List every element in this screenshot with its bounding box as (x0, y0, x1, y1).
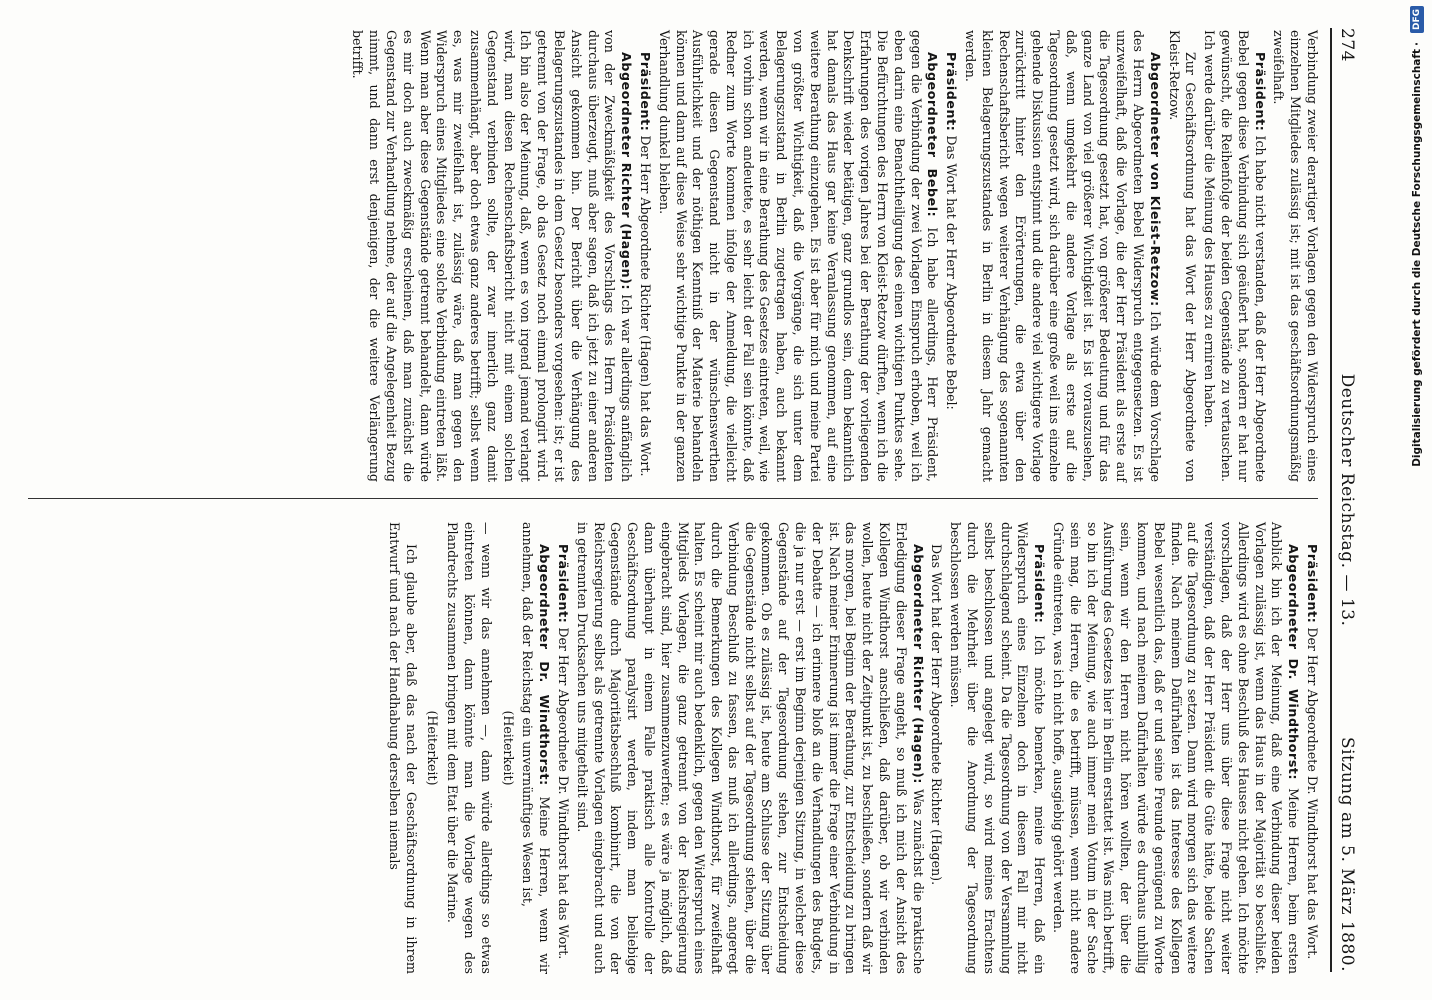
paragraph (946, 522, 1047, 974)
credit-separator: · (1411, 42, 1423, 47)
paragraph-text: Ich möchte bemerken, meine Herren, daß ein Widerspruch eines Einzelnen doch in diesem Fall mir nicht durchschlagend scheint. Da die Tagesordnung von der Versammlung selbst beschlossen und angelegt wird, so wird meines Erachtens durch die Mehrheit über die Anordnung der Tagesordnung beschlossen werden müssen. (948, 522, 1048, 974)
paragraph-text: — wenn wir das annehmen —, dann würde allerdings so etwas eintreten können, dann könnte man die Vorlage wegen des Plandrechts zusammen bringen mit dem Etat über die Marine. (445, 522, 494, 974)
paragraph (1303, 522, 1320, 974)
paragraph (942, 30, 959, 482)
speaker-name: Abgeordneter Richter (Hagen): (619, 52, 635, 291)
paragraph-text: Der Herr Abgeordnete Dr. Windthorst hat das Wort. (555, 627, 571, 960)
paragraph-text: Der Herr Abgeordnete Richter (Hagen) hat das Wort. (637, 135, 653, 477)
paragraph (655, 30, 941, 482)
speaker-name: Präsident: (637, 52, 653, 132)
paragraph (519, 522, 553, 974)
paragraph-text: Zur Geschäftsordnung hat das Wort der Herr Abgeordnete von Kleist-Retzow. (1166, 30, 1199, 482)
paragraph (1165, 30, 1199, 482)
page-number: 274 (1337, 28, 1357, 62)
paragraph-text: Meine Herren, wenn wir annehmen, daß der Reichstag ein unvernünftiges Wesen ist, (520, 522, 553, 974)
speaker-name: Präsident: (1252, 52, 1268, 132)
paragraph-text: Ich war allerdings anfänglich von der Zweckmäßigkeit des Vorschlags des Herrn Präsidenten durchaus überzeugt, muß aber sagen, daß ich jetzt zu einer anderen Ansicht gekommen bin. Der Bericht über die Verhängung des Belagerungszustandes in dem Gesetz besonders vorgesehen: ist; er ist getrennt von der Frage, ob das Gesetz noch einmal prolongirt wird. Ich bin also der Meinung, daß, wenn es von irgend jemand verlangt wird, man diesen Rechenschaftsbericht nicht mit einem solchen Gegenstand verbinden sollte, der zwar innerlich ganz damit zusammenhängt, aber doch etwas ganz anderes betrifft; selbst wenn es, was mir zweifelhaft ist, zulässig wäre, daß man gegen den Widerspruch eines Mitgliedes eine solche Verbindung eintreten läßt. Wenn man aber diese Gegenstände getrennt behandelt, dann würde es mir doch auch zweckmäßig erscheinen, daß man zunächst die Gegenstand zur Verhandlung nehme, der auf die Angelegenheit Bezug nimmt, und dann erst denjenigen, der die weitere Verlängerung betrifft. (350, 30, 635, 482)
speaker-name: Abgeordneter Richter (Hagen): (910, 544, 926, 785)
paragraph-text: Das Wort hat der Herr Abgeordnete Richter (Hagen). (929, 544, 945, 886)
credit-label: Digitalisierung gefördert durch die Deutsche Forschungsgemeinschaft (1411, 49, 1423, 467)
speaker-name: Präsident: (1032, 544, 1048, 624)
paragraph (1200, 30, 1267, 482)
paragraph (1049, 522, 1301, 974)
digitization-credit (1406, 6, 1428, 994)
paragraph-text: (Heiterkeit) (425, 710, 441, 786)
paragraph (385, 522, 419, 974)
running-head (1330, 28, 1364, 972)
session-date: Sitzung am 5. März 1880. (1337, 736, 1357, 972)
speaker-name: Präsident: (1305, 544, 1320, 624)
paragraph (424, 522, 441, 974)
paragraph (961, 30, 1163, 482)
paragraph-text: Was zunächst die praktische Erledigung dieser Frage angeht, so muß ich mich der Ansicht des Kollegen Windthorst anschließen, daß darüber, ob wir verbinden wollen, heute nicht der Zeitpunkt ist, zu beschließen, sondern daß wir das morgen, bei Beginn der Berathung, zur Entscheidung zu bringen ist. Nach meiner Erinnerung ist immer die Frage einer Verbindung in der Debatte — ich erinnere bloß an die Verhandlungen des Budgets, die ja nur erst — erst im Beginn derjenigen Sitzung, in welcher diese Gegenstände auf der Tagesordnung stehen, zur Entscheidung gekommen. Ob es zulässig ist, heute am Schlusse der Sitzung über die Gegenstände nicht selbst auf der Tagesordnung stehen, über die Verbindung Beschluß zu fassen, das muß ich allerdings, angeregt durch die Bemerkungen des Kollegen Windthorst, für zweifelhaft halten. Es scheint mir auch bedenklich, gegen den Widerspruch eines Mitglieds Vorlagen, die ganz getrennt von der Reichsregierung eingebracht sind, hier zusammenzuwerfen; es wäre ja möglich, daß dann überhaupt in einem Falle praktisch alle Kontrolle der Geschäftsordnung paralysirt werden, indem man beliebige Gegenstände durch Majoritätsbeschluß kombinirt, die von der Reichsregierung selbst als getrennte Vorlagen eingebracht und auch in getrennten Drucksachen uns mitgetheilt sind. (574, 522, 926, 974)
speaker-name: Präsident: (555, 544, 571, 624)
right-column (383, 522, 1320, 974)
paragraph-text: Meine Herren, beim ersten Anblick bin ich der Meinung, daß eine Verbindung dieser beiden Vorlagen zulässig ist, wenn das Haus in der Majorität so beschließt. Allerdings wird es ohne Beschluß des Hauses nicht gehen. Ich möchte vorschlagen, daß der Herr uns über diese Frage nicht weiter verständigen, daß der Herr Präsident die Güte hätte, beide Sachen auf die Tagesordnung zu setzen. Dann wird morgen sich das weitere finden. Nach meinem Dafürhalten ist das Interesse des Kollegen Bebel wesentlich das, daß er und seine Freunde genügend zu Worte kommen, und nach meinem Dafürhalten würde es durchaus unbillig sein, wenn wir den Herren nicht hören wollten, der über die Ausführung des Gesetzes hier in Berlin erstattet ist. Was mich betrifft, so bin ich der Meinung, wie auch immer mein Votum in der Sache sein mag, die Herren, die es betrifft, müssen, wenn nicht andere Gründe eintreten, was ich nicht hoffe, ausgiebig gehört werden. (1051, 522, 1302, 974)
paragraph (636, 30, 653, 482)
paragraph (499, 522, 516, 974)
paragraph (573, 522, 926, 974)
paragraph (443, 522, 493, 974)
paragraph (1270, 30, 1320, 482)
paragraph (554, 522, 571, 974)
dfg-logo: DFG (1410, 6, 1424, 33)
paragraph-text: (Heiterkeit) (500, 710, 516, 786)
paragraph-text: Ich habe allerdings, Herr Präsident, gegen die Verbindung der zwei Vorlagen Einspruch erhoben, weil ich eben darin eine Benachtheiligung des einen wichtigen Punktes sehe. Die Befürchtungen des Herrn von Kleist-Retzow dürften, wenn ich die Erfahrungen des vorigen Jahres bei der Berathung der vorliegenden Denkschrift wieder betätigen, ganz grundlos sein, denn bekanntlich hat damals das Haus gar keine Veranlassung genommen, auf eine weitere Berathung einzugehen. Es ist aber für mich und meine Partei von größter Wichtigkeit, daß die Vorgänge, die sich unter dem Belagerungszustand in Berlin zugetragen haben, auch bekannt werden, wenn wir in eine Berathung des Gesetzes eintreten, weil, wie ich vorhin schon andeutete, es sehr leicht der Fall sein könnte, daß Redner zum Worte kommen infolge der Anmeldung, die vielleicht gerade diesen Gegenstand nicht in der wünschenswerthen Ausführlichkeit und der nöthigen Kenntniß der Materie behandeln können und dann auf diese Weise sehr wichtige Punkte in der ganzen Verhandlung dunkel bleiben. (656, 30, 941, 482)
paragraph-text: Der Herr Abgeordnete Dr. Windthorst hat das Wort. (1305, 627, 1320, 960)
paragraph-text: Verbindung zweier derartiger Vorlagen gegen den Widerspruch eines einzelnen Mitgliedes zulässig ist; mit ist das geschäftsordnungsmäßig zweifelhaft. (1271, 30, 1320, 482)
paragraph (928, 522, 945, 974)
credit-text (1406, 6, 1428, 986)
column-divider (28, 498, 1318, 499)
speaker-name: Präsident: (944, 52, 960, 132)
left-column (347, 30, 1320, 482)
paragraph (349, 30, 635, 482)
speaker-name: Abgeordneter Dr. Windthorst: (1286, 544, 1302, 781)
paragraph-text: Ich habe nicht verstanden, daß der Herr Abgeordnete Bebel gegen diese Verbindung sich geäußert hat, sondern er hat nur gewünscht, die Reihenfolge der beiden Gegenstände zu vertauschen. Ich werde darüber die Meinung des Hauses zu erniren haben. (1202, 30, 1268, 482)
speaker-name: Abgeordneter Dr. Windthorst: (537, 544, 553, 786)
paragraph-text: Ich glaube aber, daß das nach der Geschäftsordnung in ihrem Entwurf und nach der Handhabung derselben niemals (386, 522, 419, 974)
journal-title: Deutscher Reichstag. — 13. (1337, 373, 1357, 627)
speaker-name: Abgeordneter von Kleist-Retzow: (1147, 52, 1163, 307)
paragraph-text: Das Wort hat der Herr Abgeordnete Bebel: (944, 135, 960, 410)
speaker-name: Abgeordneter Bebel: (925, 52, 941, 218)
paragraph-text: Ich würde dem Vorschlage des Herrn Abgeordneten Bebel Widerspruch entgegensetzen. Es ist unzweifelhaft, daß die Vorlage, die der Herr Präsident als erste auf die Tagesordnung gesetzt hat, von größerer Bedeutung und für das ganze Land von viel größerer Wichtigkeit ist. Es ist vorauszusehen, daß, wenn umgekehrt die andere Vorlage als erste auf die Tagesordnung gesetzt wird, sich darüber eine große weil ins einzelne gehende Diskussion entspinnt und die andere viel wichtigere Vorlage zurücktritt hinter den Erörterungen, die etwa über den Rechenschaftsbericht wegen weiterer Verhängung des sogenannten kleinen Belagerungszustandes in Berlin in diesem Jahr gemacht werden. (963, 30, 1163, 482)
